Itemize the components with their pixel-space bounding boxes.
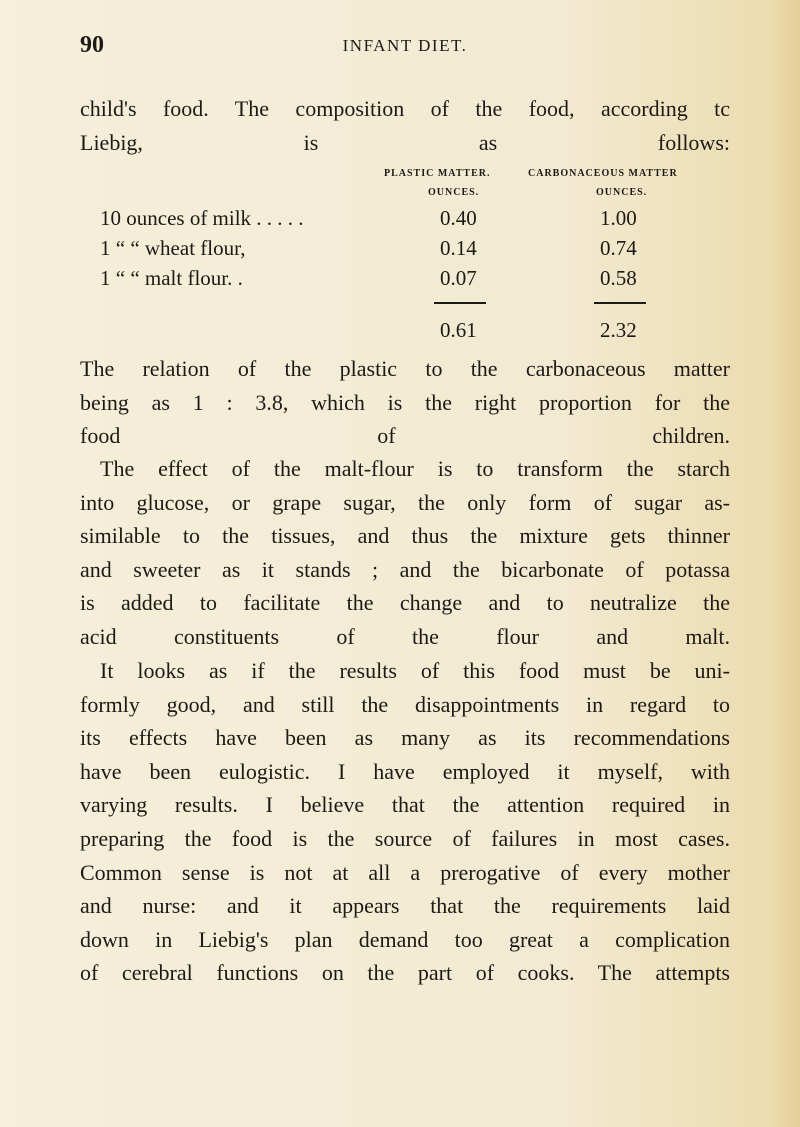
paragraph (80, 352, 730, 453)
text-line: The relation of the plastic to the carbonaceous matter (80, 356, 730, 381)
text-line: Common sense is not at all a prerogative of every mother (80, 859, 730, 885)
text-line: its effects have been as many as its recommendations (80, 725, 730, 751)
text-line: acid constituents of the flour and malt. (80, 623, 730, 649)
paragraph (80, 452, 730, 654)
column-unit-plastic: OUNCES. (428, 187, 480, 198)
plastic-value: 0.14 (440, 236, 477, 260)
row-label: 1 “ “ wheat flour, (100, 236, 246, 260)
paragraph (80, 654, 730, 990)
carbonaceous-value: 0.74 (600, 236, 637, 260)
carbonaceous-value: 1.00 (600, 206, 637, 230)
row-label: 10 ounces of milk . . . . . (100, 206, 304, 230)
carbonaceous-value: 0.58 (600, 266, 637, 290)
text-line: preparing the food is the source of failures in most cases. (80, 825, 730, 851)
text-line: similable to the tissues, and thus the mixture gets thinner (80, 523, 730, 549)
carbonaceous-total: 2.32 (600, 318, 637, 342)
table-row (100, 266, 660, 296)
running-head: INFANT DIET. (342, 36, 468, 55)
text-line: formly good, and still the disappointments in regard to (80, 691, 730, 717)
plastic-value: 0.40 (440, 206, 477, 230)
page-number: 90 (80, 32, 104, 58)
row-label: 1 “ “ malt flour. . (100, 266, 243, 290)
text-line: and nurse: and it appears that the requirements laid (80, 893, 730, 919)
text-line: into glucose, or grape sugar, the only form of sugar as- (80, 489, 730, 515)
text-line: have been eulogistic. I have employed it myself, with (80, 758, 730, 784)
column-unit-carbonaceous: OUNCES. (596, 187, 648, 198)
text-line: food of children. (80, 423, 730, 449)
sum-rule-plastic (434, 302, 486, 304)
column-heading-carbonaceous: CARBONACEOUS MATTER (528, 168, 678, 179)
text-line: down in Liebig's plan demand too great a complication (80, 926, 730, 952)
table-row (100, 236, 660, 266)
text-line: and sweeter as it stands ; and the bicarbonate of potassa (80, 556, 730, 582)
column-heading-plastic: PLASTIC MATTER. (384, 168, 491, 179)
composition-table (100, 168, 678, 368)
text-line: being as 1 : 3.8, which is the right proportion for the (80, 389, 730, 415)
text-line: varying results. I believe that the attention required in (80, 792, 730, 818)
plastic-value: 0.07 (440, 266, 477, 290)
text-line: is added to facilitate the change and to neutralize the (80, 590, 730, 616)
page-header (80, 30, 730, 64)
text-line: It looks as if the results of this food must be uni- (100, 658, 730, 683)
text-line: The effect of the malt-flour is to transform the starch (100, 456, 730, 481)
intro-text (80, 92, 730, 159)
plastic-total: 0.61 (440, 318, 477, 342)
sum-rule-carbonaceous (594, 302, 646, 304)
table-row (100, 206, 660, 236)
text-line: child's food. The composition of the food, according tc (80, 96, 730, 121)
text-line: Liebig, is as follows: (80, 129, 730, 155)
text-line: of cerebral functions on the part of cooks. The attempts (80, 960, 730, 986)
